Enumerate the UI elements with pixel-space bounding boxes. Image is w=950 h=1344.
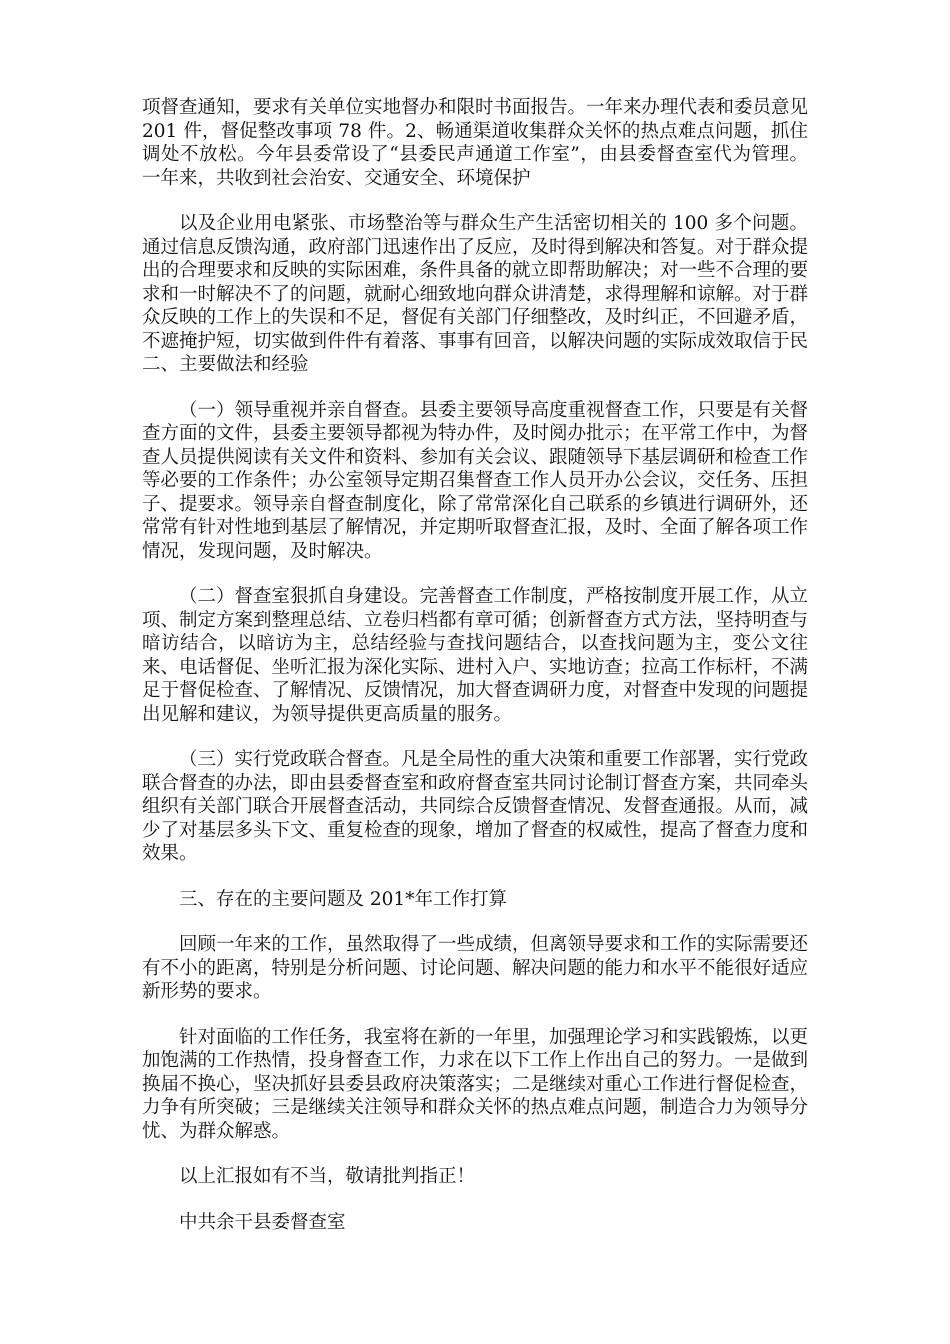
paragraph-plans: 针对面临的工作任务，我室将在新的一年里，加强理论学习和实践锻炼，以更加饱满的工作热情，投身督查工作，力求在以下工作上作出自己的努力。一是做到换届不换心，坚决抓好县委县政府决策落实；二是继续对重心工作进行督促检查，力争有所突破；三是继续关注领导和群众关怀的热点难点问题，制造合力为领导分忧、为群众解惑。 [142, 1026, 809, 1142]
paragraph-section-joint-supervision: （三）实行党政联合督查。凡是全局性的重大决策和重要工作部署，实行党政联合督查的办法，即由县委督查室和政府督查室共同讨论制订督查方案，共同牵头组织有关部门联合开展督查活动，共同综合反馈督查情况、发督查通报。从而，减少了对基层多头下文、重复检查的现象，增加了督查的权威性，提高了督查力度和效果。 [142, 749, 809, 864]
paragraph-section-self-building: （二）督查室狠抓自身建设。完善督查工作制度，严格按制度开展工作，从立项、制定方案到整理总结、立卷归档都有章可循；创新督查方式方法，坚持明查与暗访结合，以暗访为主，总结经验与查找问题结合，以查找问题为主，变公文往来、电话督促、坐听汇报为深化实际、进村入户、实地访查；拉高工作标杆，不满足于督促检查、了解情况、反馈情况，加大督查调研力度，对督查中发现的问题提出见解和建议，为领导提供更高质量的服务。 [142, 586, 809, 725]
section-heading-problems-plans: 三、存在的主要问题及 201*年工作打算 [179, 888, 507, 910]
paragraph-problem-handling: 以及企业用电紧张、市场整治等与群众生产生活密切相关的 100 多个问题。通过信息反馈沟通，政府部门迅速作出了反应，及时得到解决和答复。对于群众提出的合理要求和反映的实际困难，条件具备的就立即帮助解决；对一些不合理的要求和一时解决不了的问题，就耐心细致地向群众讲清楚，求得理解和谅解。对于群众反映的工作上的失误和不足，督促有关部门仔细整改，及时纠正，不回避矛盾，不遮掩护短，切实做到件件有着落、事事有回音，以解决问题的实际成效取信于民二、主要做法和经验 [142, 213, 809, 375]
paragraph-intro-continuation: 项督查通知，要求有关单位实地督办和限时书面报告。一年来办理代表和委员意见 201 件，督促整改事项 78 件。2、畅通渠道收集群众关怀的热点难点问题，抓住调处不放松。今年县委常设了“县委民声通道工作室”，由县委督查室代为管理。一年来，共收到社会治安、交通安全、环境保护 [142, 97, 809, 189]
paragraph-section-leadership: （一）领导重视并亲自督查。县委主要领导高度重视督查工作，只要是有关督查方面的文件，县委主要领导都视为特办件，及时阅办批示；在平常工作中，为督查人员提供阅读有关文件和资料、参加有关会议、跟随领导下基层调研和检查工作等必要的工作条件；办公室领导定期召集督查工作人员开办公会议，交任务、压担子、提要求。领导亲自督查制度化，除了常常深化自己联系的乡镇进行调研外，还常常有针对性地到基层了解情况，并定期听取督查汇报，及时、全面了解各项工作情况，发现问题，及时解决。 [142, 399, 809, 562]
paragraph-closing-remark: 以上汇报如有不当，敬请批判指正！ [179, 1166, 476, 1187]
signature-organization: 中共余干县委督查室 [179, 1211, 346, 1233]
paragraph-review: 回顾一年来的工作，虽然取得了一些成绩，但离领导要求和工作的实际需要还有不小的距离，特别是分析问题、讨论问题、解决问题的能力和水平不能很好适应新形势的要求。 [142, 934, 809, 1002]
document-page [142, 96, 808, 1256]
